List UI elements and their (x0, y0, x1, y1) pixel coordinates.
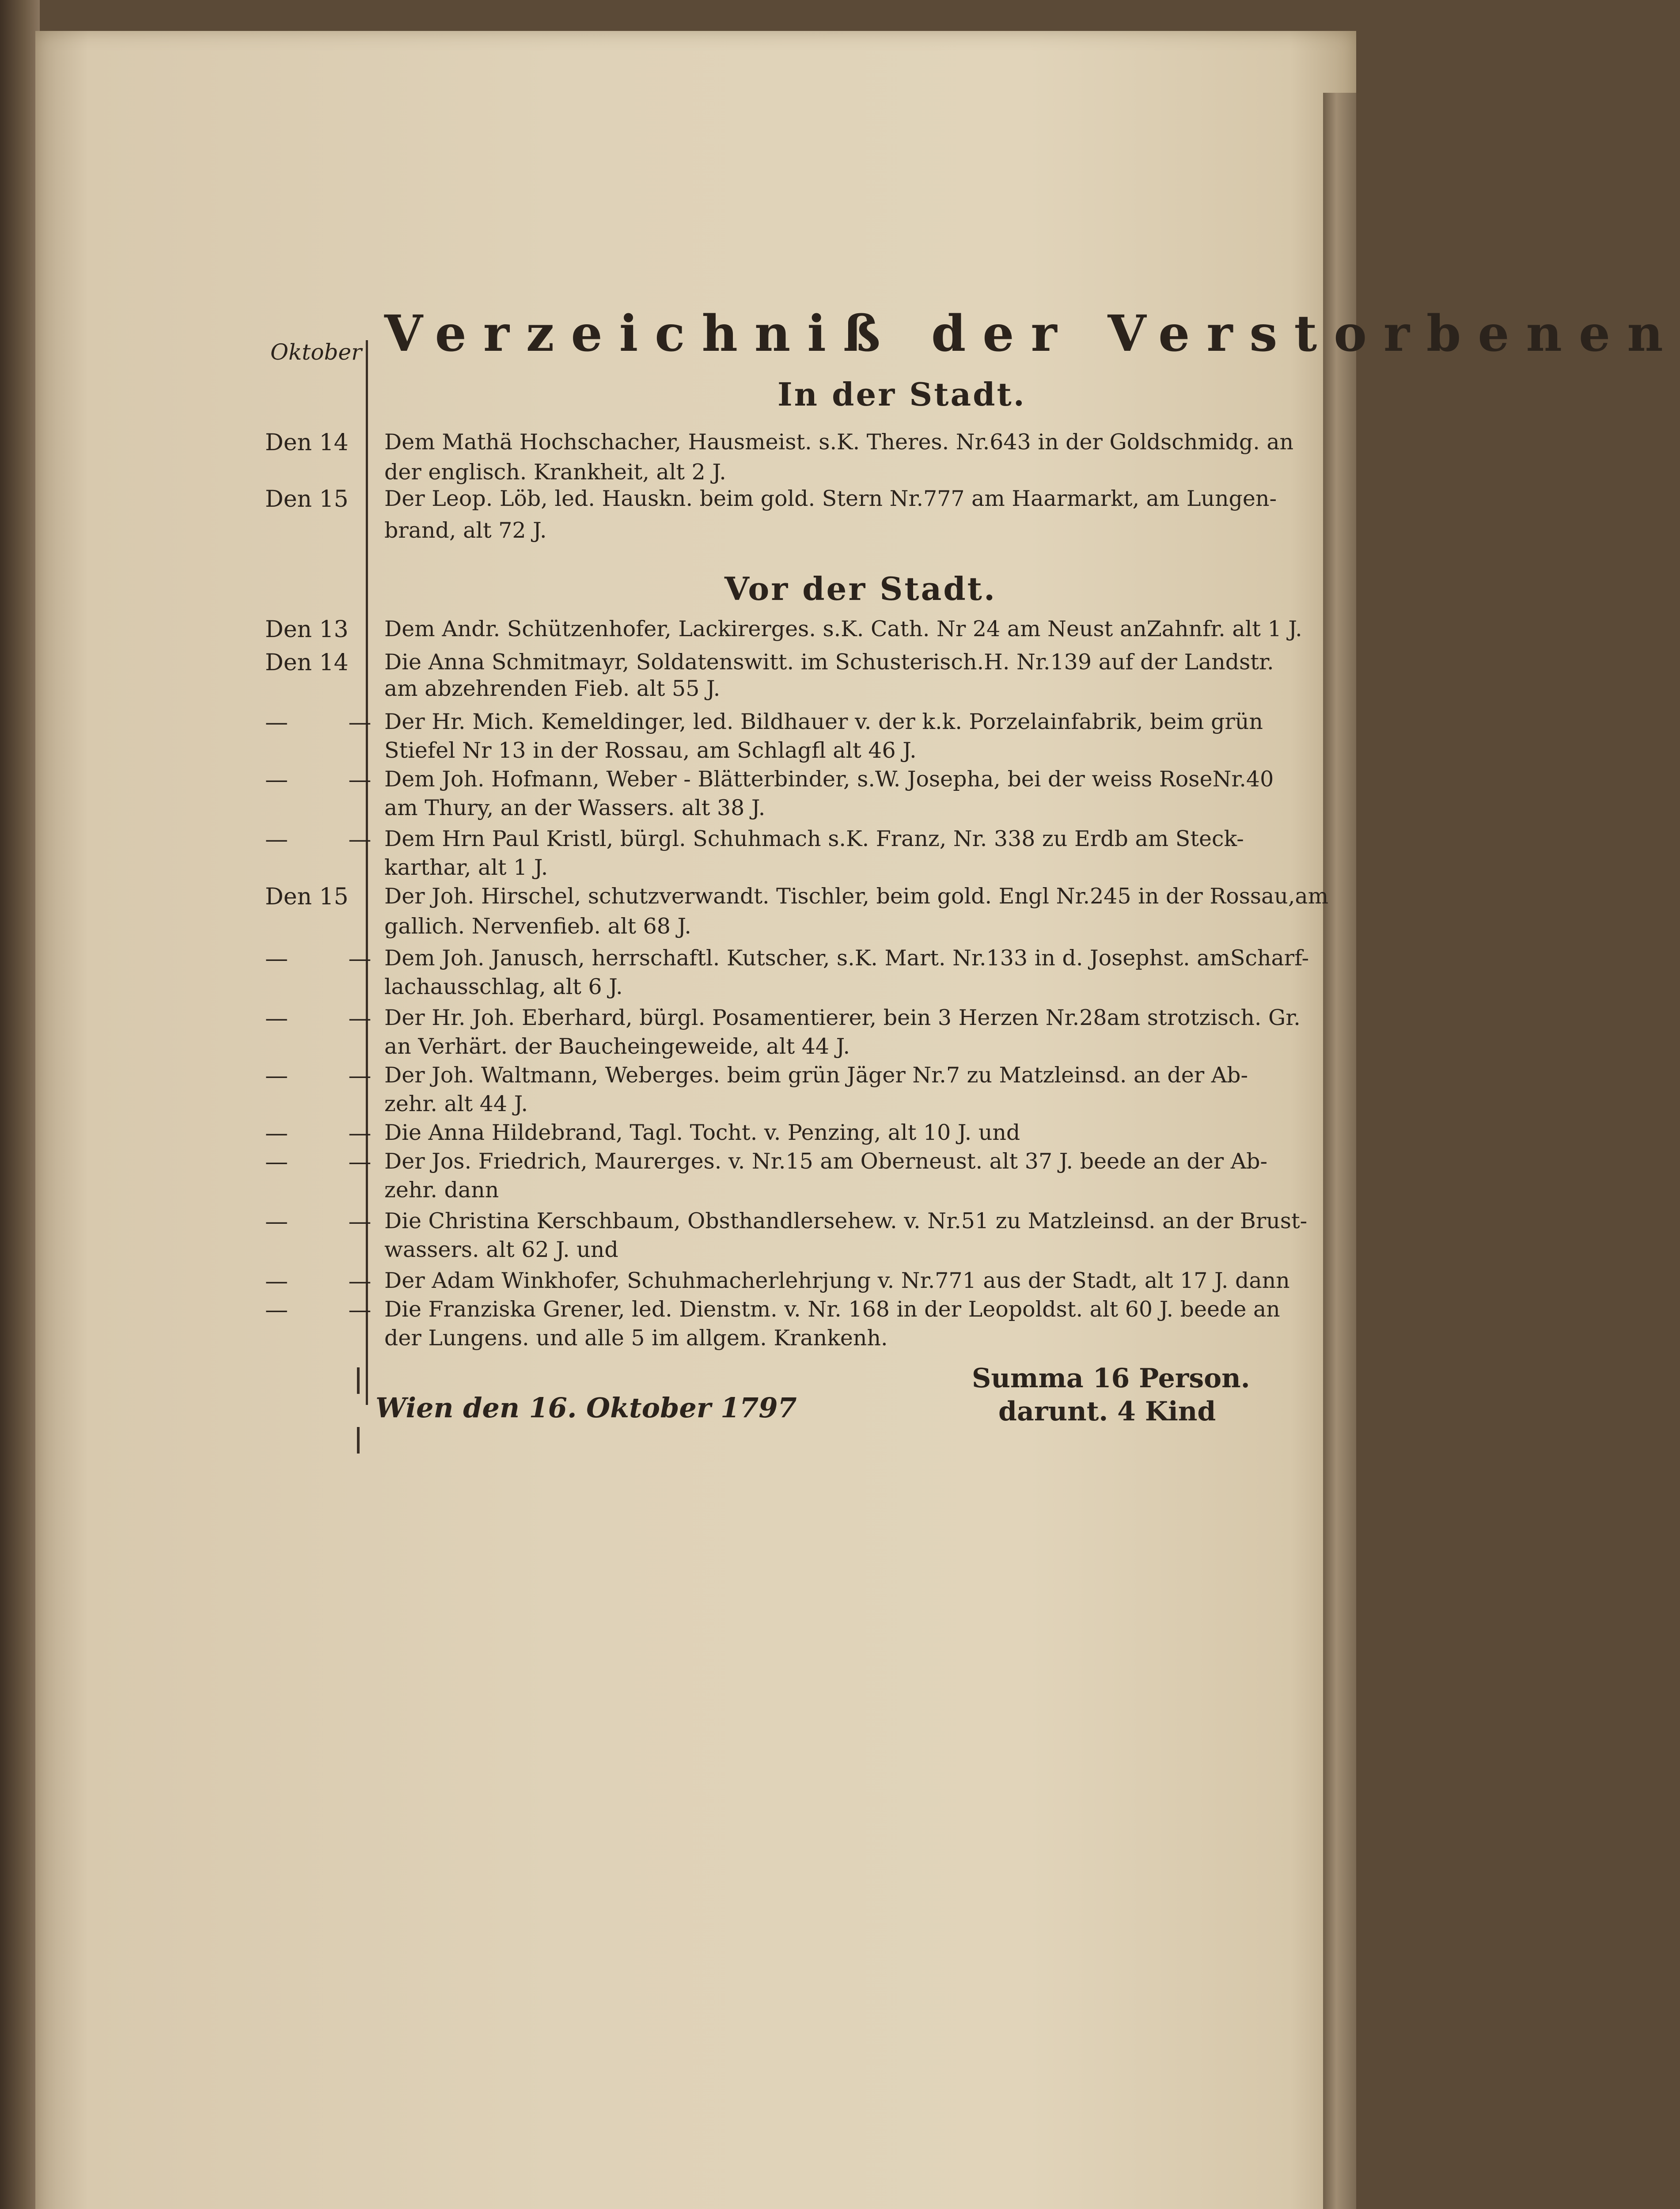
entry-line: karthar, alt 1 J. (384, 855, 548, 880)
entry-date: — — (265, 1149, 398, 1175)
entry-date: Den 15 (265, 884, 349, 910)
column-rule (366, 340, 368, 1405)
entry-line: brand, alt 72 J. (384, 518, 547, 543)
page-title: Verzeichniß der Verstorbenen (384, 305, 1680, 363)
entry-date: Den 13 (265, 616, 349, 643)
entry-line: Dem Mathä Hochschacher, Hausmeist. s.K. Theres. Nr.643 in der Goldschmidg. an (384, 429, 1294, 455)
entry-line: Dem Hrn Paul Kristl, bürgl. Schuhmach s.K. Franz, Nr. 338 zu Erdb am Steck- (384, 826, 1244, 851)
entry-date: — — (265, 1297, 398, 1323)
section-heading-city: In der Stadt. (777, 376, 1026, 413)
section-heading-suburb: Vor der Stadt. (724, 570, 997, 607)
entry-line: Der Adam Winkhofer, Schuhmacherlehrjung v. Nr.771 aus der Stadt, alt 17 J. dann (384, 1268, 1290, 1293)
entry-line: der Lungens. und alle 5 im allgem. Krankenh. (384, 1325, 888, 1351)
entry-line: zehr. alt 44 J. (384, 1091, 528, 1116)
entry-line: Die Franziska Grener, led. Dienstm. v. Nr. 168 in der Leopoldst. alt 60 J. beede an (384, 1297, 1280, 1322)
entry-line: Der Joh. Waltmann, Weberges. beim grün Jäger Nr.7 zu Matzleinsd. an der Ab- (384, 1063, 1248, 1088)
entry-line: am abzehrenden Fieb. alt 55 J. (384, 676, 721, 701)
entry-line: Dem Joh. Janusch, herrschaftl. Kutscher, s.K. Mart. Nr.133 in d. Josephst. amScharf- (384, 945, 1309, 971)
entry-line: Stiefel Nr 13 in der Rossau, am Schlagfl alt 46 J. (384, 738, 917, 763)
entry-date: — — (265, 826, 398, 853)
entry-date: — — (265, 1208, 398, 1235)
entry-line: an Verhärt. der Baucheingeweide, alt 44 J. (384, 1034, 850, 1059)
entry-date: Den 15 (265, 486, 349, 512)
entry-date: Den 14 (265, 429, 349, 456)
page-edge (1323, 93, 1356, 2209)
entry-date: — — (265, 709, 398, 736)
summary-total: Summa 16 Person. (972, 1363, 1250, 1394)
entry-line: Der Joh. Hirschel, schutzverwandt. Tischler, beim gold. Engl Nr.245 in der Rossau,am (384, 884, 1329, 909)
entry-date: — — (265, 945, 398, 972)
entry-line: Der Hr. Mich. Kemeldinger, led. Bildhauer v. der k.k. Porzelainfabrik, beim grün (384, 709, 1263, 734)
entry-line: Dem Andr. Schützenhofer, Lackirerges. s.K. Cath. Nr 24 am Neust anZahnfr. alt 1 J. (384, 616, 1302, 641)
entry-line: lachausschlag, alt 6 J. (384, 974, 623, 999)
entry-line: Der Leop. Löb, led. Hauskn. beim gold. Stern Nr.777 am Haarmarkt, am Lungen- (384, 486, 1277, 511)
entry-date: — — (265, 767, 398, 793)
entry-line: Die Christina Kerschbaum, Obsthandlersehew. v. Nr.51 zu Matzleinsd. an der Brust- (384, 1208, 1308, 1234)
entry-date: Den 14 (265, 649, 349, 676)
month-label: Oktober (270, 339, 362, 365)
summary-children: darunt. 4 Kind (998, 1396, 1216, 1427)
entry-line: Der Hr. Joh. Eberhard, bürgl. Posamentierer, bein 3 Herzen Nr.28am strotzisch. Gr. (384, 1005, 1301, 1030)
entry-line: Die Anna Hildebrand, Tagl. Tocht. v. Penzing, alt 10 J. und (384, 1120, 1020, 1145)
entry-line: wassers. alt 62 J. und (384, 1237, 618, 1262)
entry-line: gallich. Nervenfieb. alt 68 J. (384, 914, 691, 939)
entry-line: am Thury, an der Wassers. alt 38 J. (384, 795, 766, 820)
footer-place-date: Wien den 16. Oktober 1797 (375, 1392, 797, 1424)
entry-date: — — (265, 1063, 398, 1089)
book-spine (0, 0, 40, 2209)
entry-line: Der Jos. Friedrich, Maurerges. v. Nr.15 am Oberneust. alt 37 J. beede an der Ab- (384, 1149, 1268, 1174)
entry-line: Dem Joh. Hofmann, Weber - Blätterbinder, s.W. Josepha, bei der weiss RoseNr.40 (384, 767, 1274, 792)
margin-mark (357, 1427, 360, 1454)
entry-line: zehr. dann (384, 1177, 499, 1203)
entry-date: — — (265, 1005, 398, 1032)
entry-date: — — (265, 1120, 398, 1146)
entry-line: Die Anna Schmitmayr, Soldatenswitt. im Schusterisch.H. Nr.139 auf der Landstr. (384, 649, 1274, 675)
entry-line: der englisch. Krankheit, alt 2 J. (384, 459, 726, 485)
entry-date: — — (265, 1268, 398, 1294)
margin-mark (357, 1367, 360, 1394)
